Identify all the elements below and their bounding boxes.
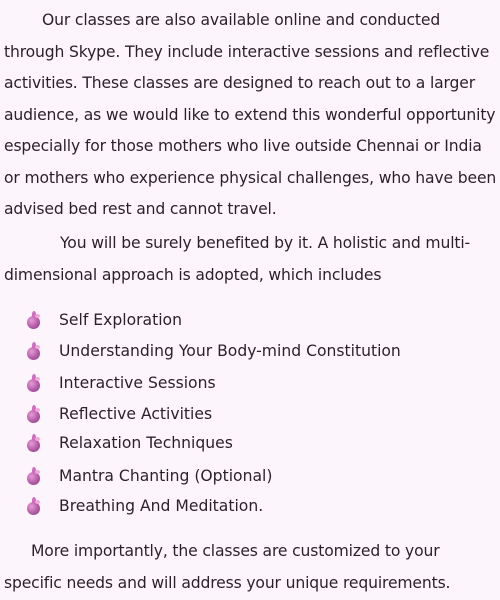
list-item bbox=[25, 493, 485, 519]
list-item bbox=[25, 401, 485, 427]
purple-drop-bullet-icon bbox=[25, 311, 43, 329]
purple-drop-bullet-icon bbox=[25, 467, 43, 485]
list-item bbox=[25, 430, 485, 456]
list-item-label: Reflective Activities bbox=[59, 405, 213, 423]
purple-drop-bullet-icon bbox=[25, 434, 43, 452]
list-item-label: Understanding Your Body-mind Constitution bbox=[59, 342, 401, 360]
purple-drop-bullet-icon bbox=[25, 374, 43, 392]
approach-paragraph: You will be surely benefited by it. A holistic and multi-dimensional approach is adopted, which includes bbox=[4, 234, 471, 284]
list-item-label: Breathing And Meditation. bbox=[59, 497, 264, 515]
list-item-label: Relaxation Techniques bbox=[59, 434, 233, 452]
list-item-label: Self Exploration bbox=[59, 311, 182, 329]
list-item bbox=[25, 463, 485, 489]
purple-drop-bullet-icon bbox=[25, 405, 43, 423]
closing-paragraph: More importantly, the classes are customized to your specific needs and will address your unique requirements. bbox=[4, 542, 451, 592]
list-item bbox=[25, 338, 485, 364]
list-item bbox=[25, 370, 485, 396]
list-item bbox=[25, 307, 485, 333]
list-item-label: Mantra Chanting (Optional) bbox=[59, 467, 273, 485]
purple-drop-bullet-icon bbox=[25, 497, 43, 515]
list-item-label: Interactive Sessions bbox=[59, 374, 216, 392]
purple-drop-bullet-icon bbox=[25, 342, 43, 360]
intro-paragraph: Our classes are also available online and conducted through Skype. They include interactive sessions and reflective activities. These classes are designed to reach out to a larger audience, as we would like to extend this wonderful opportunity especially for those mothers who live outside Chennai or India or mothers who experience physical challenges, who have been advised bed rest and cannot travel. bbox=[4, 11, 497, 218]
